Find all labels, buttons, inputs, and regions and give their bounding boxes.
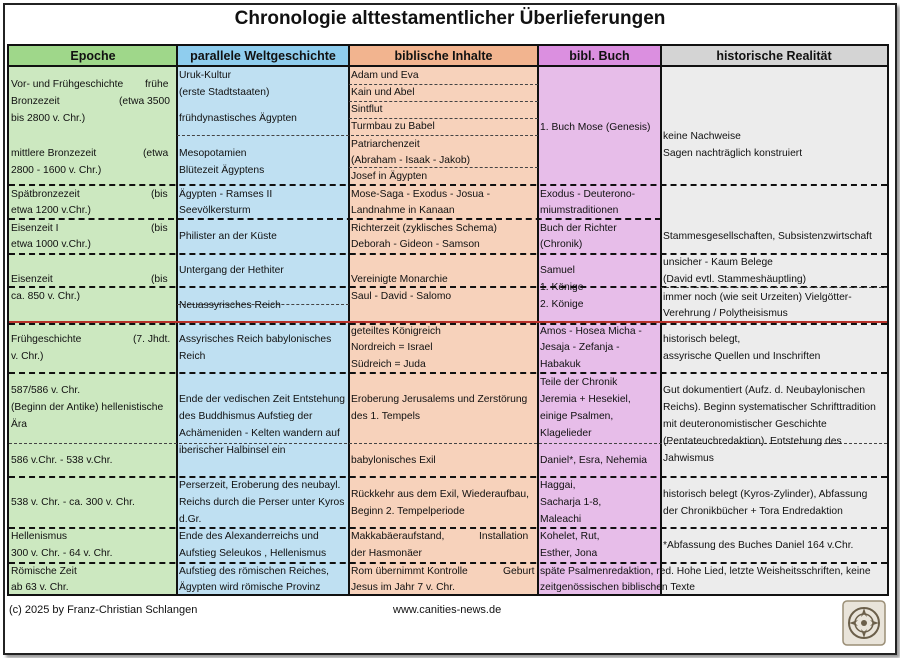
buch-text: Haggai,: [540, 480, 576, 491]
bibel-text: Richterzeit (zyklisches Schema): [351, 223, 497, 234]
epoche-text: ab 63 v. Chr.: [11, 582, 69, 593]
epoche-text: Eisenzeit I: [11, 223, 59, 234]
column-divider: [537, 46, 539, 594]
buch-text: einige Psalmen,: [540, 411, 614, 422]
epoche-text: (etwa 3500: [119, 96, 170, 107]
buch-text: Samuel: [540, 265, 575, 276]
epoche-text: 538 v. Chr. - ca. 300 v. Chr.: [11, 497, 135, 508]
welt-text: Ende der vedischen Zeit Entstehung: [179, 394, 346, 405]
bibel-text: Mose-Saga - Exodus - Josua -: [351, 189, 491, 200]
welt-text: Perserzeit, Eroberung des neubayl.: [179, 480, 341, 491]
copyright-text: (c) 2025 by Franz-Christian Schlangen: [9, 604, 198, 616]
row-divider: [9, 527, 887, 529]
page-title: Chronologie alttestamentlicher Überlieferungen: [234, 8, 666, 29]
realitaet-text: unsicher - Kaum Belege: [663, 257, 773, 268]
last-row-text: späte Psalmenredaktion, red. Hohe Lied, letzte Weisheitsschriften, keine: [540, 566, 871, 577]
epoche-text: frühe: [145, 79, 169, 90]
chronology-table: [7, 44, 889, 596]
bibel-text: Deborah - Gideon - Samson: [351, 239, 480, 250]
realitaet-text: *Abfassung des Buches Daniel 164 v.Chr.: [663, 540, 854, 551]
realitaet-text: mit deuteronomistischer Geschichte: [663, 419, 827, 430]
epoche-text: (bis: [151, 189, 168, 200]
realitaet-text: immer noch (wie seit Urzeiten) Vielgötter-: [663, 292, 852, 303]
bibel-text: Sintflut: [351, 104, 383, 115]
welt-text: Blütezeit Ägyptens: [179, 165, 265, 176]
bibel-text: Geburt: [503, 566, 535, 577]
epoche-text: bis 2800 v. Chr.): [11, 113, 86, 124]
welt-text: Achämeniden - Kelten wandern auf: [179, 428, 340, 439]
welt-text: des Buddhismus Aufstieg der: [179, 411, 313, 422]
epoche-text: (Beginn der Antike) hellenistische: [11, 402, 164, 413]
epoche-text: mittlere Bronzezeit: [11, 148, 97, 159]
epoche-text: 2800 - 1600 v. Chr.): [11, 165, 102, 176]
bibel-text: Jesus im Jahr 7 v. Chr.: [351, 582, 455, 593]
epoche-text: Römische Zeit: [11, 566, 77, 577]
bibel-text: Josef in Ägypten: [351, 171, 428, 182]
buch-text: Jeremia + Hesekiel,: [540, 394, 631, 405]
buch-text: Klagelieder: [540, 428, 592, 439]
column-epoche: [9, 46, 177, 594]
welt-text: Aufstieg Seleukos , Hellenismus: [179, 548, 327, 559]
epoche-text: (bis: [151, 274, 168, 285]
bibel-text: Installation: [479, 531, 529, 542]
welt-text: Philister an der Küste: [179, 231, 277, 242]
epoche-text: (etwa: [143, 148, 169, 159]
buch-text: Exodus - Deuterono-: [540, 189, 636, 200]
welt-text: (erste Stadtstaaten): [179, 87, 270, 98]
realitaet-text: (David evtl. Stammeshäuptling): [663, 274, 807, 285]
buch-text: (Chronik): [540, 239, 583, 250]
epoche-text: Eisenzeit: [11, 274, 53, 285]
row-divider: [9, 476, 887, 478]
buch-text: miumstraditionen: [540, 205, 619, 216]
welt-text: Ägypten - Ramses II: [179, 189, 273, 200]
bibel-text: Vereinigte Monarchie: [351, 274, 448, 285]
bibel-text: Turmbau zu Babel: [351, 121, 435, 132]
buch-text: Sacharja 1-8,: [540, 497, 602, 508]
buch-text: 1. Könige: [540, 282, 584, 293]
epoche-text: Ära: [11, 419, 28, 430]
epoche-text: etwa 1000 v.Chr.): [11, 239, 91, 250]
header-bibl-buch: bibl. Buch: [538, 46, 661, 67]
welt-text: Reich: [179, 351, 206, 362]
realitaet-text: Reichs). Beginn systematischer Schrifttradition: [663, 402, 876, 413]
epoche-text: 586 v.Chr. - 538 v.Chr.: [11, 455, 113, 466]
welt-text: Assyrisches Reich babylonisches: [179, 334, 332, 345]
welt-text: d.Gr.: [179, 514, 202, 525]
epoche-text: ca. 850 v. Chr.): [11, 291, 81, 302]
epoche-text: Spätbronzezeit: [11, 189, 80, 200]
bibel-text: Beginn 2. Tempelperiode: [351, 506, 465, 517]
header-epoche: Epoche: [9, 46, 177, 67]
bibel-text: Rom übernimmt Kontrolle: [351, 566, 468, 577]
realitaet-text: assyrische Quellen und Inschriften: [663, 351, 821, 362]
bibel-text: Rückkehr aus dem Exil, Wiederaufbau,: [351, 489, 529, 500]
buch-text: Esther, Jona: [540, 548, 598, 559]
welt-text: Ägypten wird römische Provinz: [179, 582, 321, 593]
realitaet-text: Verehrung / Polytheisismus: [663, 308, 788, 319]
welt-text: Neuassyrisches Reich: [179, 300, 281, 311]
bibel-text: Südreich = Juda: [351, 359, 426, 370]
website-link[interactable]: www.canities-news.de: [393, 604, 502, 616]
realitaet-text: keine Nachweise: [663, 131, 741, 142]
welt-text: Aufstieg des römischen Reiches,: [179, 566, 329, 577]
buch-text: Teile der Chronik: [540, 377, 618, 388]
welt-text: Ende des Alexanderreichs und: [179, 531, 319, 542]
buch-text: Daniel*, Esra, Nehemia: [540, 455, 648, 466]
epoche-text: v. Chr.): [11, 351, 44, 362]
bibel-text: Eroberung Jerusalems und Zerstörung: [351, 394, 528, 405]
bibel-text: Patriarchenzeit: [351, 139, 420, 150]
row-divider: [9, 323, 887, 325]
realitaet-text: historisch belegt (Kyros-Zylinder), Abfassung: [663, 489, 868, 500]
bibel-text: Makkabäeraufstand,: [351, 531, 445, 542]
realitaet-text: der Chronikbücher + Tora Endredaktion: [663, 506, 843, 517]
epoche-text: Frühgeschichte: [11, 334, 82, 345]
column-divider: [348, 46, 350, 594]
welt-text: frühdynastisches Ägypten: [179, 113, 297, 124]
buch-text: Habakuk: [540, 359, 581, 370]
bibel-text: Adam und Eva: [351, 70, 419, 81]
realitaet-text: Stammesgesellschaften, Subsistenzwirtschaft: [663, 231, 872, 242]
row-divider: [9, 372, 887, 374]
epoche-text: 300 v. Chr. - 64 v. Chr.: [11, 548, 113, 559]
bibel-text: Landnahme in Kanaan: [351, 205, 455, 216]
column-divider: [660, 46, 662, 594]
bibel-text: babylonisches Exil: [351, 455, 436, 466]
epoche-text: etwa 1200 v.Chr.): [11, 205, 91, 216]
header-historische-realitaet: historische Realität: [661, 46, 887, 67]
bibel-text: Saul - David - Salomo: [351, 291, 452, 302]
bibel-text: geteiltes Königreich: [351, 326, 441, 337]
bibel-text: Nordreich = Israel: [351, 342, 433, 353]
epoche-text: 587/586 v. Chr.: [11, 385, 81, 396]
realitaet-text: (Pentateuchredaktion). Entstehung des: [663, 436, 842, 447]
buch-text: Maleachi: [540, 514, 582, 525]
column-weltgeschichte: [177, 46, 349, 594]
buch-text: Buch der Richter: [540, 223, 617, 234]
welt-text: Untergang der Hethiter: [179, 265, 284, 276]
welt-text: Uruk-Kultur: [179, 70, 232, 81]
realitaet-text: Sagen nachträglich konstruiert: [663, 148, 803, 159]
epoche-text: Hellenismus: [11, 531, 68, 542]
header-weltgeschichte: parallele Weltgeschichte: [177, 46, 349, 67]
welt-text: Seevölkersturm: [179, 205, 251, 216]
buch-text: Amos - Hosea Micha -: [540, 326, 642, 337]
bibel-text: Kain und Abel: [351, 87, 415, 98]
epoche-text: Vor- und Frühgeschichte: [11, 79, 124, 90]
realitaet-text: historisch belegt,: [663, 334, 741, 345]
buch-text: Jesaja - Zefanja -: [540, 342, 620, 353]
column-divider: [176, 46, 178, 594]
buch-text: 1. Buch Mose (Genesis): [540, 122, 651, 133]
last-row-text: zeitgenössischen biblischen Texte: [540, 582, 695, 593]
bibel-text: (Abraham - Isaak - Jakob): [351, 155, 471, 166]
welt-text: Mesopotamien: [179, 148, 247, 159]
buch-text: 2. Könige: [540, 299, 584, 310]
welt-text: Reichs durch die Perser unter Kyros: [179, 497, 345, 508]
realitaet-text: Jahwismus: [663, 453, 714, 464]
epoche-text: (7. Jhdt.: [133, 334, 171, 345]
bibel-text: des 1. Tempels: [351, 411, 421, 422]
epoche-text: (bis: [151, 223, 168, 234]
realitaet-text: Gut dokumentiert (Aufz. d. Neubaylonischen: [663, 385, 866, 396]
header-biblische-inhalte: biblische Inhalte: [349, 46, 538, 67]
buch-text: Kohelet, Rut,: [540, 531, 600, 542]
welt-text: iberischer Halbinsel ein: [179, 445, 286, 456]
bibel-text: der Hasmonäer: [351, 548, 422, 559]
epoche-text: Bronzezeit: [11, 96, 60, 107]
seal-logo-icon: [842, 600, 886, 646]
